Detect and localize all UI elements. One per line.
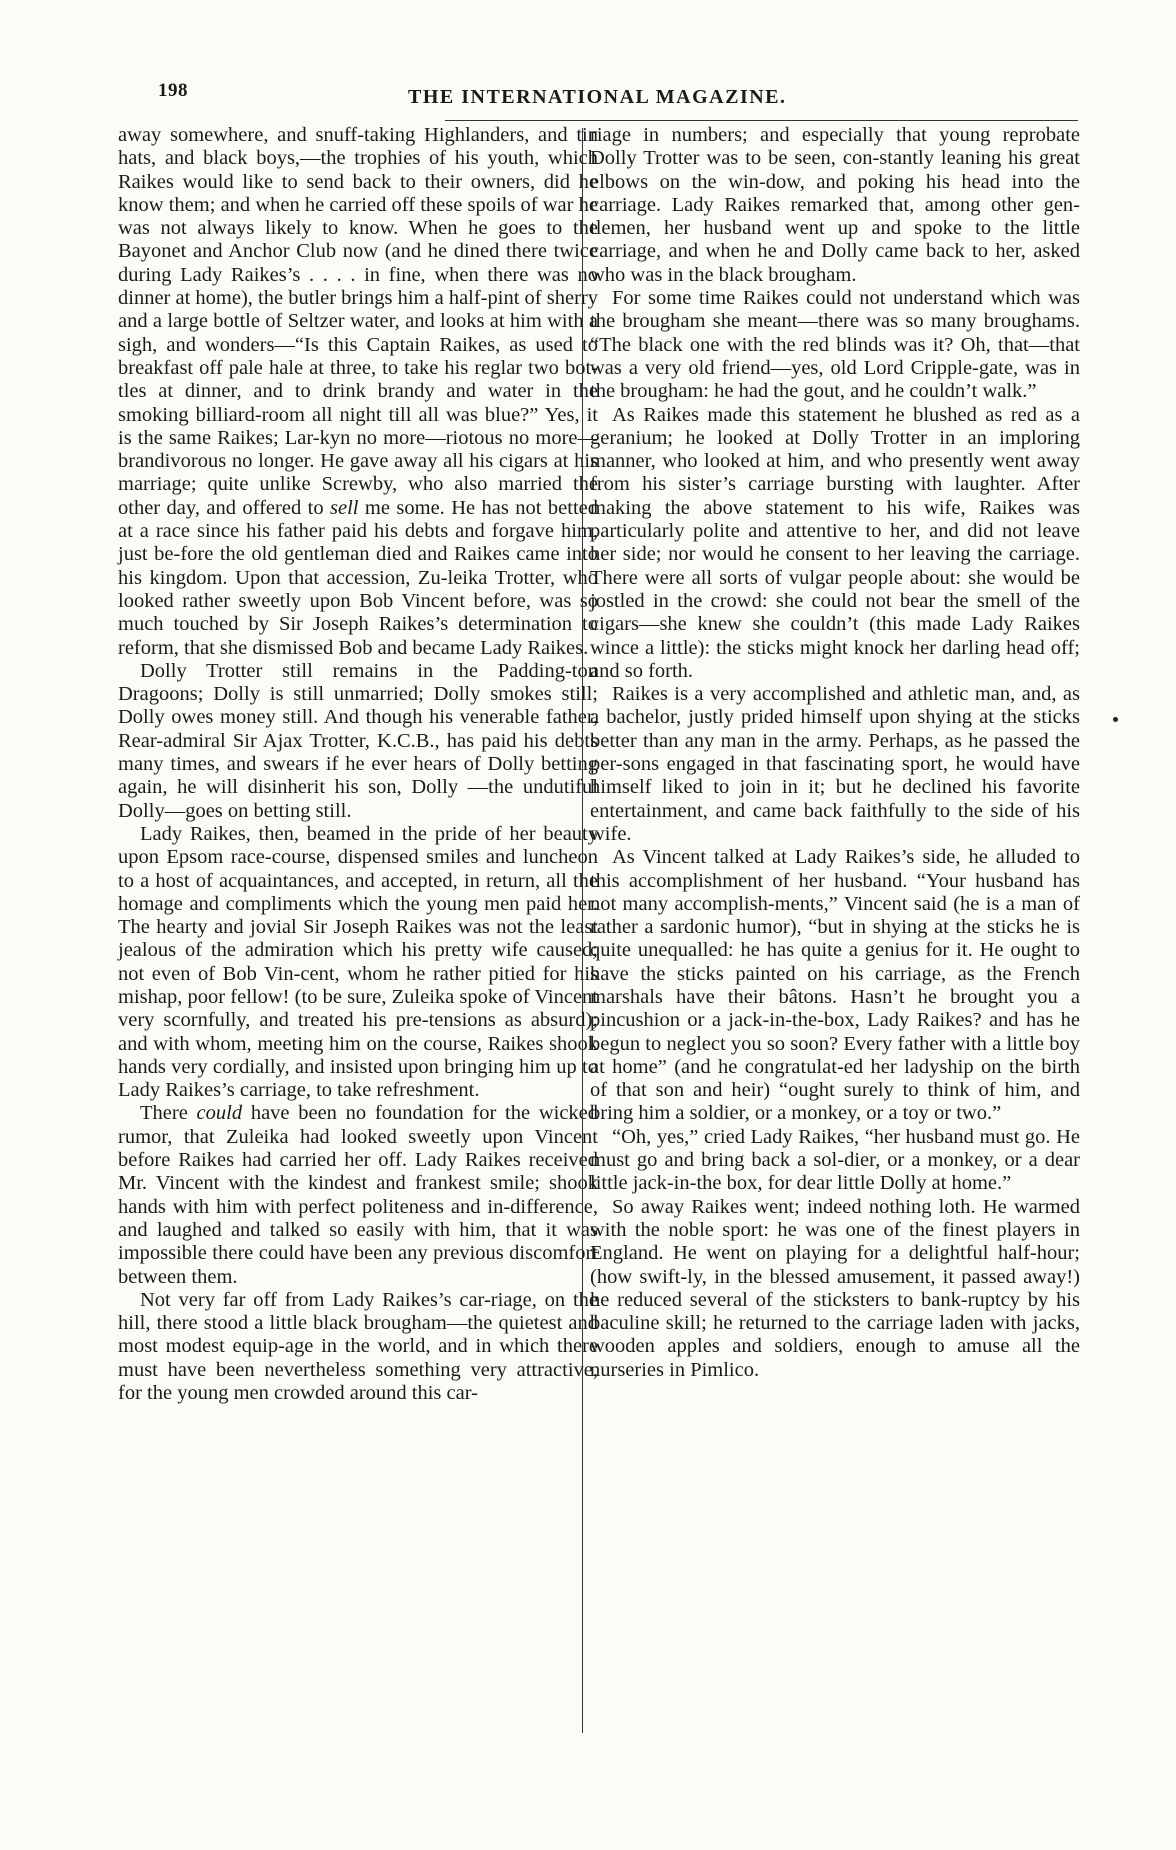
- left-column: [118, 124, 598, 1405]
- paragraph: Not very far off from Lady Raikes’s car-riage, on the hill, there stood a little black brougham—the quietest and most modest equip-age in the world, and in which there must have been nevertheless something very attractive, for the young men crowded around this car-: [118, 1288, 598, 1405]
- paragraph: Dolly Trotter still remains in the Padding-ton Dragoons; Dolly is still unmarried; Dolly smokes still; Dolly owes money still. And though his venerable father, Rear-admiral Sir Ajax Trotter, K.C.B., has paid his debts many times, and swears if he ever hears of Dolly betting again, he will disinherit his son, Dolly —the undutiful Dolly—goes on betting still.: [118, 659, 598, 822]
- page-header: [158, 80, 1073, 120]
- paragraph: As Vincent talked at Lady Raikes’s side, he alluded to this accomplishment of her husband. “Your husband has not many accomplish-ments,” Vincent said (he is a man of rather a sardonic humor), “but in shying at the sticks he is quite unequalled: he has quite a genius for it. He ought to have the sticks painted on his carriage, as the French marshals have their bâtons. Hasn’t he brought you a pincushion or a jack-in-the-box, Lady Raikes? and has he begun to neglect you so soon? Every father with a little boy at home” (and he congratulat-ed her ladyship on the birth of that son and heir) “ought surely to think of him, and bring him a soldier, or a monkey, or a toy or two.”: [590, 846, 1080, 1125]
- paragraph: “Oh, yes,” cried Lady Raikes, “her husband must go. He must go and bring back a sol-dier, or a monkey, or a dear little jack-in-the box, for dear little Dolly at home.”: [590, 1125, 1080, 1195]
- paragraph: So away Raikes went; indeed nothing loth. He warmed with the noble sport: he was one of the finest players in England. He went on playing for a delightful half-hour; (how swift-ly, in the blessed amusement, it passed away!) he reduced several of the sticksters to bank-ruptcy by his baculine skill; he returned to the carriage laden with jacks, wooden apples and soldiers, enough to amuse all the nurseries in Pimlico.: [590, 1195, 1080, 1381]
- paragraph: Lady Raikes, then, beamed in the pride of her beauty upon Epsom race-course, dispensed smiles and luncheon to a host of acquaintances, and accepted, in return, all the homage and compliments which the young men paid her. The hearty and jovial Sir Joseph Raikes was not the least jealous of the admiration which his pretty wife caused; not even of Bob Vin-cent, whom he rather pitied for his mishap, poor fellow! (to be sure, Zuleika spoke of Vincent very scornfully, and treated his pre-tensions as absurd); and with whom, meeting him on the course, Raikes shook hands very cordially, and insisted upon bringing him up to Lady Raikes’s carriage, to take refreshment.: [118, 822, 598, 1102]
- paragraph: Raikes is a very accomplished and athletic man, and, as a bachelor, justly prided himself upon shying at the sticks better than any man in the army. Perhaps, as he passed the per-sons engaged in that fascinating sport, he would have himself liked to join in it; but he declined his favorite entertainment, and came back faithfully to the side of his wife.: [590, 683, 1080, 845]
- right-column: [590, 124, 1080, 1382]
- emphasis: could: [196, 1102, 243, 1125]
- emphasis: sell: [330, 496, 359, 519]
- column-divider: [582, 128, 583, 1733]
- paragraph: There could have been no foundation for the wicked rumor, that Zuleika had looked sweetly upon Vincent before Raikes had carried her off. Lady Raikes received Mr. Vincent with the kindest and frankest smile; shook hands with him with perfect politeness and in-difference, and laughed and talked so easily with him, that it was impossible there could have been any previous discomfort between them.: [118, 1102, 599, 1288]
- header-rule: [445, 120, 1078, 121]
- running-title: THE INTERNATIONAL MAGAZINE.: [408, 86, 787, 108]
- paragraph: For some time Raikes could not understand which was the brougham she meant—there was so many broughams. “The black one with the red blinds was it? Oh, that—that was a very old friend—yes, old Lord Cripple-gate, was in the brougham: he had the gout, and he couldn’t walk.”: [590, 287, 1080, 403]
- paragraph: riage in numbers; and especially that young reprobate Dolly Trotter was to be seen, con-stantly leaning his great elbows on the win-dow, and poking his head into the carriage. Lady Raikes remarked that, among other gen-tlemen, her husband went up and spoke to the little carriage, and when he and Dolly came back to her, asked who was in the black brougham.: [590, 124, 1080, 286]
- page-number: 198: [158, 80, 188, 101]
- margin-dot: [1113, 717, 1118, 722]
- paragraph: As Raikes made this statement he blushed as red as a geranium; he looked at Dolly Trotter in an imploring manner, who looked at him, and who presently went away from his sister’s carriage bursting with laughter. After making the above statement to his wife, Raikes was particularly polite and attentive to her, and did not leave her side; nor would he consent to her leaving the carriage. There were all sorts of vulgar people about: she would be jostled in the crowd: she could not bear the smell of the cigars—she knew she couldn’t (this made Lady Raikes wince a little): the sticks might knock her darling head off; and so forth.: [590, 403, 1080, 682]
- paragraph: away somewhere, and snuff-taking Highlanders, and tin hats, and black boys,—the trophies of his youth, which Raikes would like to send back to their owners, did he know them; and when he carried off these spoils of war he was not always likely to know. When he goes to the Bayonet and Anchor Club now (and he dined there twice during Lady Raikes’s . . . . in fine, when there was no dinner at home), the butler brings him a half-pint of sherry and a large bottle of Seltzer water, and looks at him with a sigh, and wonders—“Is this Captain Raikes, as used to breakfast off pale hale at three, to take his reglar two bot-tles at dinner, and to drink brandy and water in the smoking billiard-room all night till all was blue?” Yes, it is the same Raikes; Lar-kyn no more—riotous no more—brandivorous no longer. He gave away all his cigars at his marriage; quite unlike Screwby, who also married the other day, and offered to sell me some. He has not betted at a race since his father paid his debts and forgave him, just be-fore the old gentleman died and Raikes came into his kingdom. Upon that accession, Zu-leika Trotter, who looked rather sweetly upon Bob Vincent before, was so much touched by Sir Joseph Raikes’s determination to reform, that she dismissed Bob and became Lady Raikes.: [118, 124, 599, 659]
